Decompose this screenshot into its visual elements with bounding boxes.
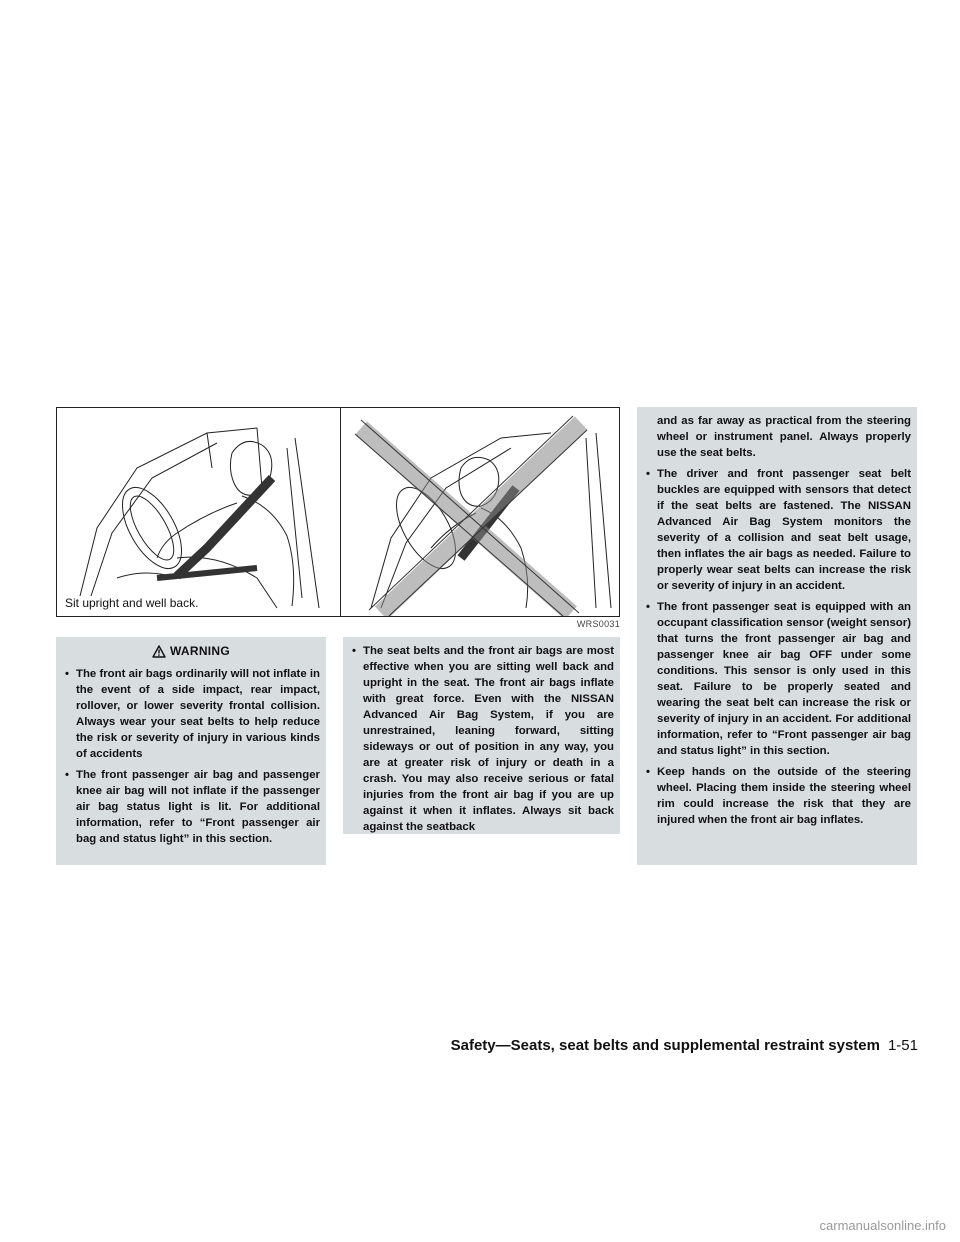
incorrect-seating-illustration bbox=[341, 408, 621, 616]
list-item: • The front passenger air bag and passenger knee air bag will not inflate if the passenger air bag status light is lit. For additional information, refer to “Front passenger air bag and status light” in this section. bbox=[62, 767, 320, 847]
figure-code: WRS0031 bbox=[576, 619, 620, 629]
warning-list-col3 bbox=[643, 413, 911, 828]
watermark: carmanualsonline.info bbox=[819, 1218, 946, 1233]
correct-seating-illustration bbox=[57, 408, 340, 616]
list-item: • The front air bags ordinarily will not inflate in the event of a side impact, rear impact, rollover, or lower severity frontal collision. Always wear your seat belts to help reduce the risk or severity of injury in various kinds of accidents bbox=[62, 666, 320, 762]
warning-triangle-icon bbox=[152, 645, 166, 658]
figure-caption: Sit upright and well back. bbox=[65, 596, 199, 610]
page-number: 1-51 bbox=[887, 1037, 918, 1054]
warning-list-col1 bbox=[62, 666, 320, 847]
list-item: • The seat belts and the front air bags are most effective when you are sitting well back and upright in the seat. The front air bags inflate with great force. Even with the NISSAN Advanced Air Bag System, if you are unrestrained, leaning forward, sitting sideways or out of position in any way, you are at greater risk of injury or death in a crash. You may also receive serious or fatal injuries from the front air bag if you are up against it when it inflates. Always sit back against the seatback bbox=[349, 643, 614, 835]
warning-box-col2 bbox=[343, 637, 620, 834]
list-item: • Keep hands on the outside of the steering wheel. Placing them inside the steering wheel rim could increase the risk that they are injured when the front air bag inflates. bbox=[643, 764, 911, 828]
warning-title: WARNING bbox=[169, 644, 231, 658]
warning-list-col2 bbox=[349, 643, 614, 835]
warning-box-col3 bbox=[637, 407, 917, 865]
list-item: • The front passenger seat is equipped with an occupant classification sensor (weight sensor) that turns the front passenger air bag and passenger knee air bag OFF under some conditions. This sensor is only used in this seat. Failure to be properly seated and wearing the seat belt can increase the risk or severity of injury in an accident. For additional information, refer to “Front passenger air bag and status light” in this section. bbox=[643, 599, 911, 759]
list-item: • The driver and front passenger seat belt buckles are equipped with sensors that detect if the seat belts are fastened. The NISSAN Advanced Air Bag System monitors the severity of a collision and seat belt usage, then inflates the air bags as needed. Failure to properly wear seat belts can increase the risk or severity of injury in an accident. bbox=[643, 466, 911, 594]
section-title: Safety—Seats, seat belts and supplemental restraint system bbox=[450, 1037, 880, 1054]
page-footer bbox=[451, 1037, 918, 1054]
list-item-continuation: and as far away as practical from the steering wheel or instrument panel. Always properly use the seat belts. bbox=[657, 415, 911, 459]
warning-header bbox=[62, 644, 320, 658]
illustration-figure bbox=[56, 407, 620, 617]
warning-box-col1 bbox=[56, 637, 326, 865]
